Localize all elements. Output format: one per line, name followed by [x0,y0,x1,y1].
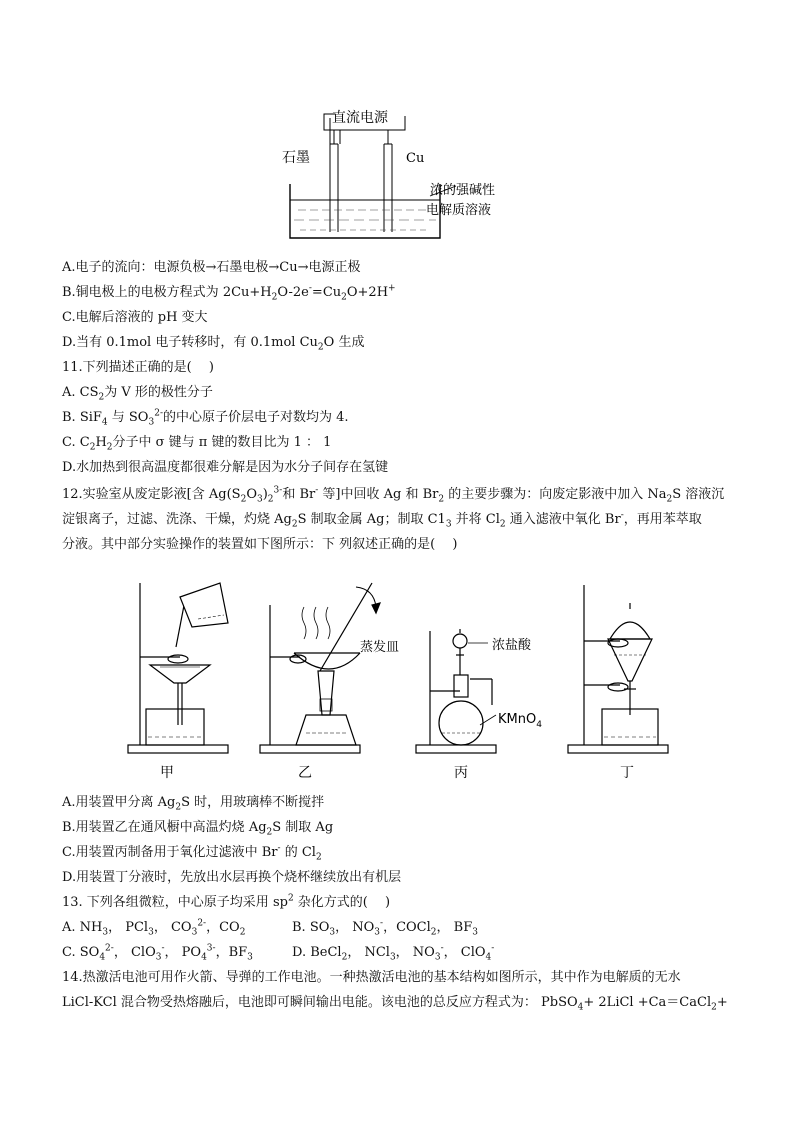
apparatus-yi [260,583,380,753]
solution-label-2: 电解质溶液 [426,203,492,218]
copper-label: Cu [406,151,425,166]
label-yi: 乙 [298,765,312,781]
graphite-label: 石墨 [282,150,310,166]
q10-option-a: A.电子的流向：电源负极→石墨电极→Cu→电源正极 [62,260,361,275]
power-source-label: 直流电源 [332,110,388,126]
q10-option-b: B.铜电极上的电极方程式为 $2Cu+H_2O-2e^-=Cu_2O+2H^+$ [62,283,396,303]
q14-stem-line2: LiCl-KCl 混合物受热熔融后，电池即可瞬间输出电能。该电池的总反应方程式为： PbSO$_4$+ 2LiCl +Ca＝CaCl$_2$+ [62,995,728,1013]
q11-stem: 11.下列描述正确的是( ) [62,360,214,375]
q13-option-b: B. $SO_3$， $NO_3^-$，COCl$_2$， $BF_3$ [292,918,478,938]
q11-option-b: B. SiF$_4$ 与 $SO_3^{2-}$的中心原子价层电子对数均为 4. [62,408,349,428]
q10-option-d: D.当有 0.1mol 电子转移时，有 0.1mol $Cu_2O$ 生成 [62,335,365,353]
label-ding: 丁 [620,765,634,781]
label-bing: 丙 [454,765,468,781]
q12-stem-line3: 分液。其中部分实验操作的装置如下图所示：下 列叙述正确的是( ) [62,537,458,552]
apparatus-bing [416,629,496,753]
q12-stem-line2: 淀银离子，过滤、洗涤、干燥，灼烧 $Ag_2S$ 制取金属 Ag；制取 $C1_3$ 并将 $Cl_2$ 通入滤液中氧化 Br-，再用苯萃取 [62,510,702,530]
evaporating-dish-label: 蒸发皿 [360,640,400,655]
q10-option-c: C.电解后溶液的 pH 变大 [62,310,208,325]
q13-stem: 13. 下列各组微粒，中心原子均采用 $sp^2$ 杂化方式的( ) [62,893,391,910]
q12-option-c: C.用装置丙制备用于氧化过滤液中 Br- 的 $Cl_2$ [62,843,322,863]
label-jia: 甲 [160,765,174,781]
q12-option-d: D.用装置丁分液时，先放出水层再换个烧杯继续放出有机层 [62,870,402,885]
conc-hcl-label: 浓盐酸 [492,638,532,653]
q12-option-b: B.用装置乙在通风橱中高温灼烧 $Ag_2S$ 制取 Ag [62,820,334,838]
q12-option-a: A.用装置甲分离 $Ag_2S$ 时，用玻璃棒不断搅拌 [62,795,325,813]
apparatus-ding [568,585,668,753]
q11-option-a: A. $CS_2$为 V 形的极性分子 [62,385,213,403]
kmno4-label: KMnO$_4$ [498,712,542,730]
q13-option-d: D. BeCl$_2$， NCl$_3$， $NO_3^-$， ClO$_4$- [292,943,495,963]
apparatus-jia [128,583,228,753]
q11-option-d: D.水加热到很高温度都很难分解是因为水分子间存在氢键 [62,460,389,475]
q12-stem-line1: 12.实验室从废定影液[含 $Ag(S_2O_3)_2^{3-}$和 Br- 等]中回收 Ag 和 $Br_2$ 的主要步骤为：向废定影液中加入 $Na_2S$ 溶液沉 [62,485,725,505]
q14-stem-line1: 14.热激活电池可用作火箭、导弹的工作电池。一种热激活电池的基本结构如图所示，其中作为电解质的无水 [62,970,681,985]
electrolysis-cell-figure [280,104,520,244]
q13-option-c: C. $SO_4^{2-}$， ClO$_3$-， $PO_4^{3-}$，$BF_3$ [62,943,253,963]
solution-label-1: 浓的强碱性 [430,183,496,198]
q11-option-c: C. $C_2H_2$分子中 σ 键与 π 键的数目比为 1 ： 1 [62,435,332,453]
apparatus-figure [120,575,680,785]
q13-option-a: A. $NH_3$， PCl$_3$， $CO_3^{2-}$，$CO_2$ [62,918,246,938]
